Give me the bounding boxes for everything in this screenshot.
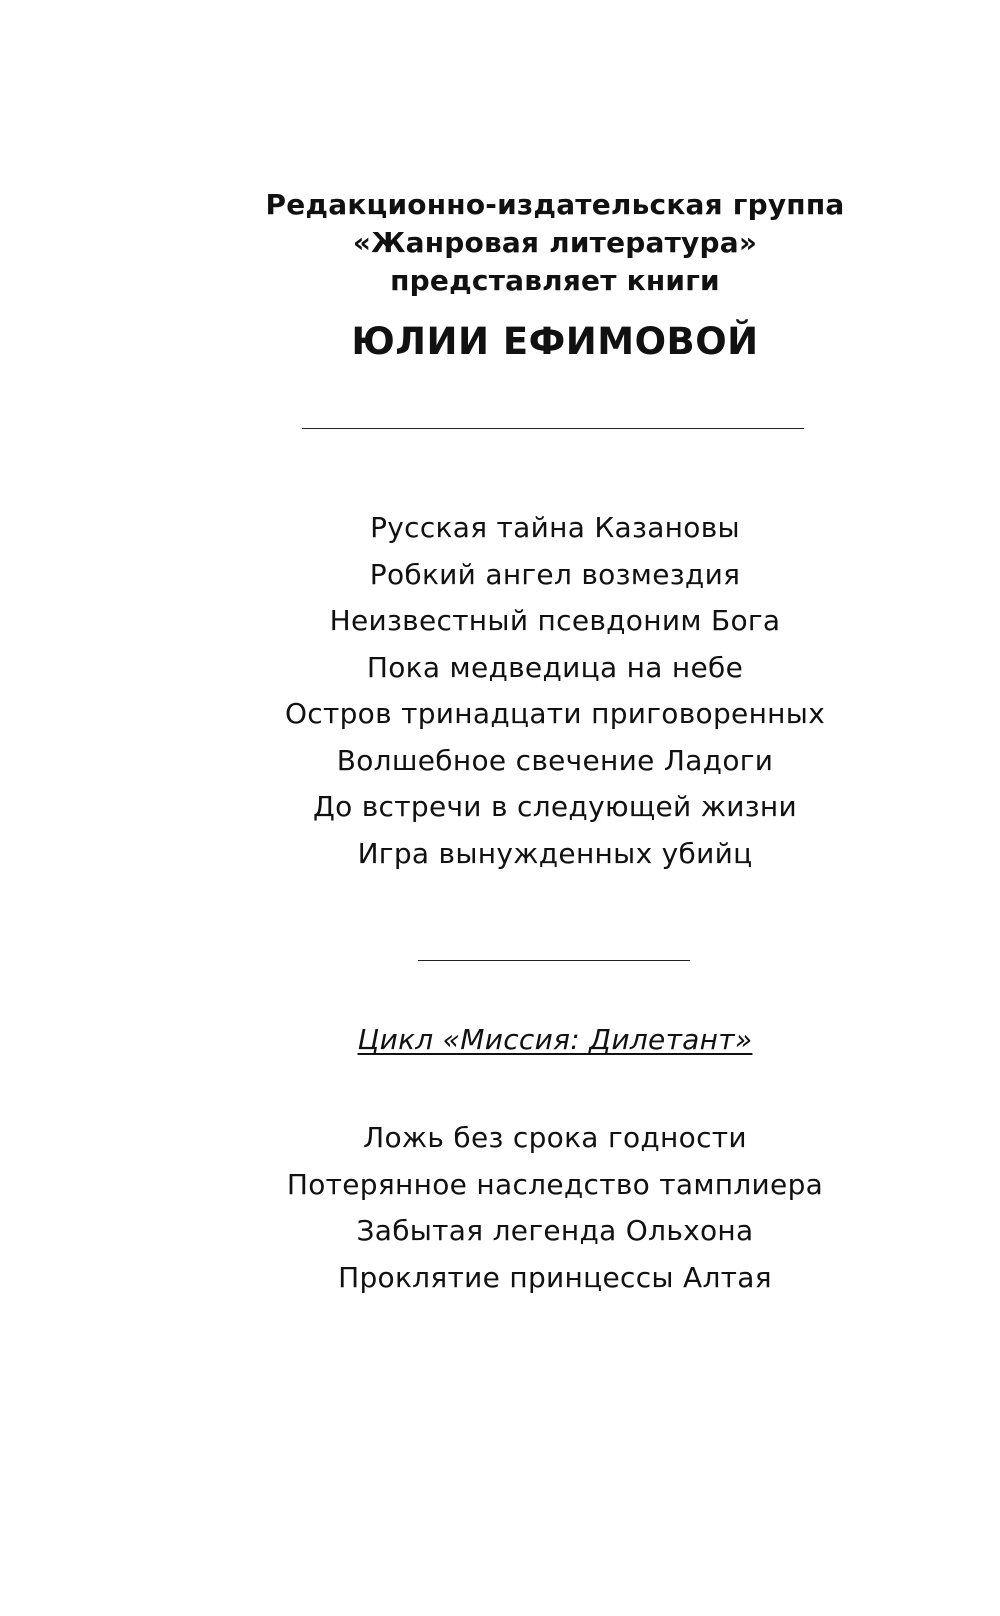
divider-long (302, 428, 804, 429)
book-title: Русская тайна Казановы (370, 511, 740, 544)
book-title: Робкий ангел возмездия (369, 557, 741, 591)
book-title: Остров тринадцати приговоренных (284, 697, 826, 730)
publisher-header (200, 186, 910, 364)
book-title: Волшебное свечение Ладоги (336, 743, 774, 777)
book-title: Пока медведица на небе (366, 650, 744, 684)
cycle-title: Цикл «Миссия: Дилетант» (357, 1023, 753, 1056)
cycle-book-title: Забытая легенда Ольхона (356, 1214, 754, 1247)
author-name: ЮЛИИ ЕФИМОВОЙ (351, 320, 759, 363)
book-title: Неизвестный псевдоним Бога (329, 604, 781, 637)
publisher-line-1: Редакционно-издательская группа (265, 188, 845, 221)
divider-short (418, 960, 690, 961)
cycle-book-title: Проклятие принцессы Алтая (338, 1260, 772, 1294)
publisher-line-2: «Жанровая литература» (352, 226, 758, 259)
book-title: Игра вынужденных убийц (357, 836, 753, 870)
cycle-book-list (200, 1115, 910, 1301)
publisher-line-3: представляет книги (390, 264, 720, 297)
cycle-book-title: Потерянное наследство тамплиера (286, 1167, 824, 1201)
book-title: До встречи в следующей жизни (312, 790, 798, 823)
cycle-book-title: Ложь без срока годности (363, 1121, 747, 1154)
book-list (200, 505, 910, 877)
